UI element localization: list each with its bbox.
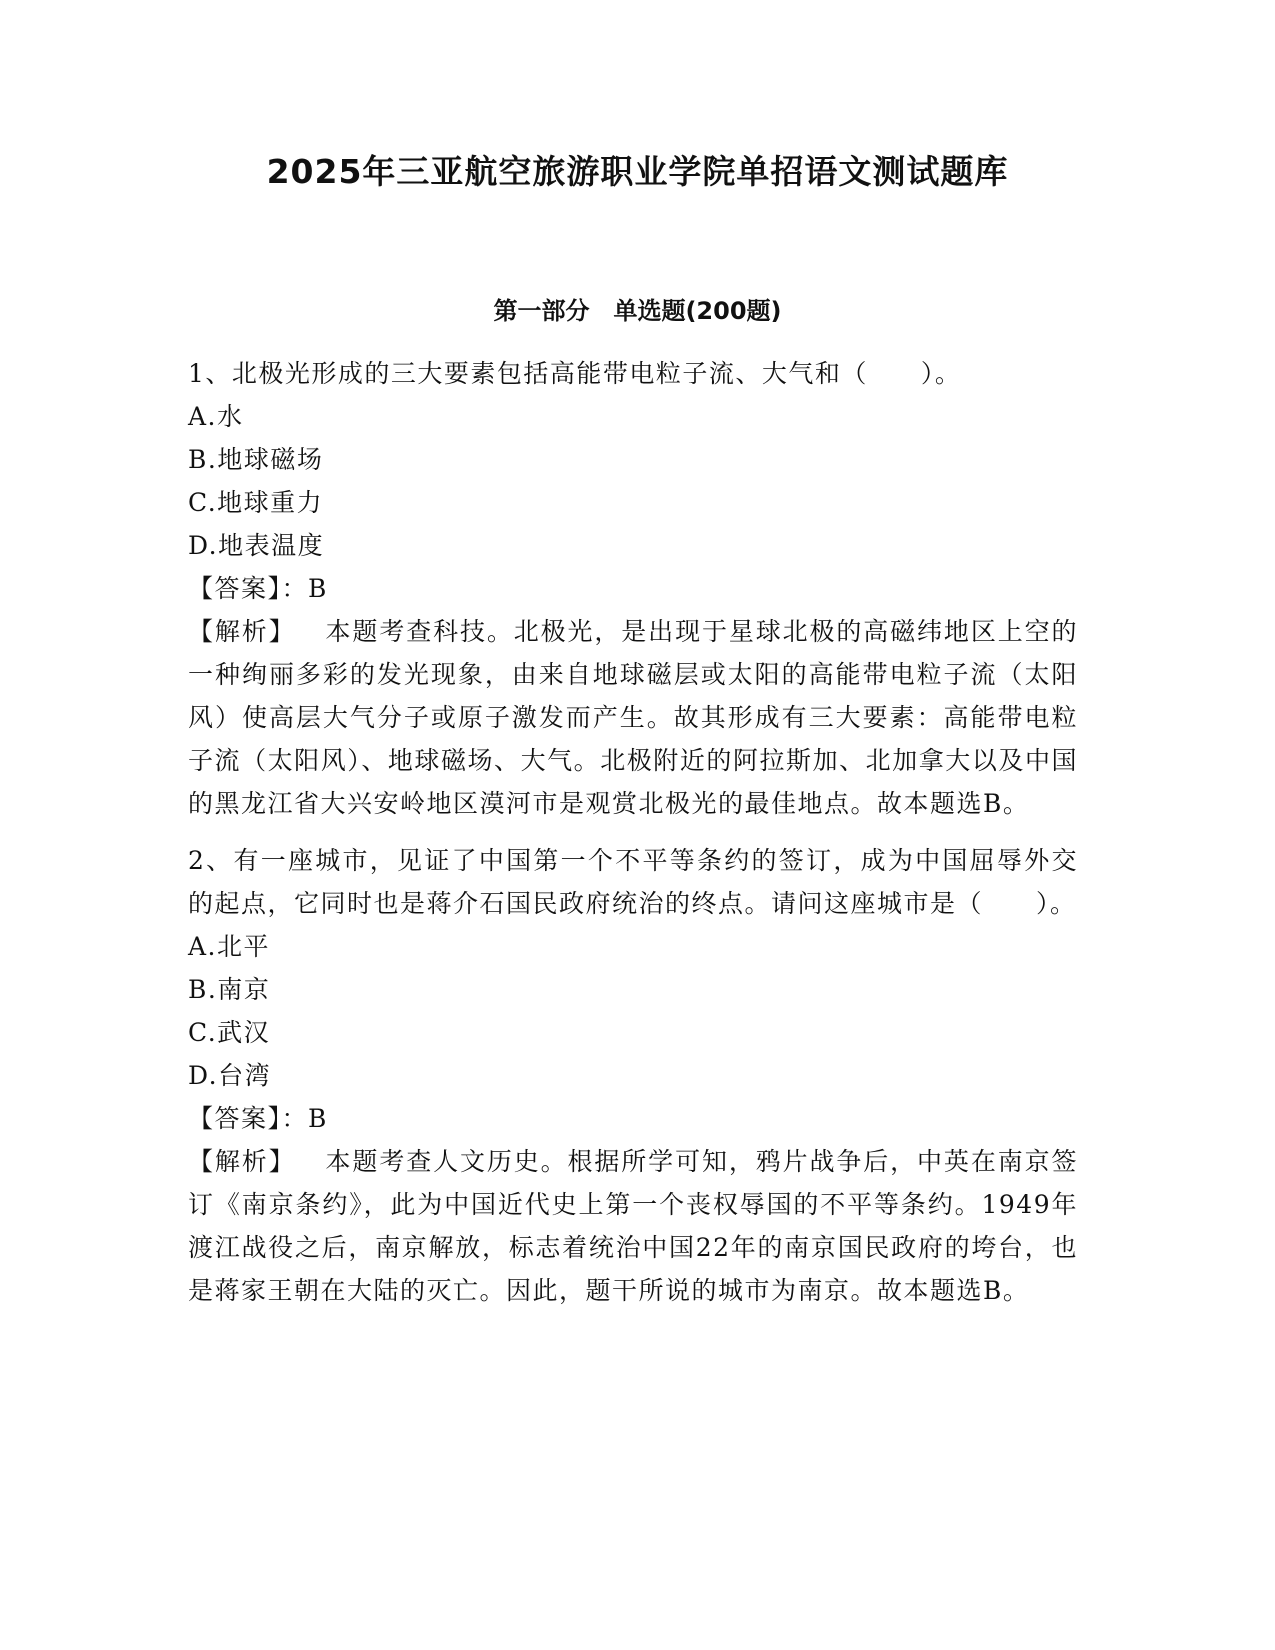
question-2 xyxy=(188,839,1078,1312)
analysis-body: 本题考查科技。北极光，是出现于星球北极的高磁纬地区上空的一种绚丽多彩的发光现象，由来自地球磁层或太阳的高能带电粒子流（太阳风）使高层大气分子或原子激发而产生。故其形成有三大要素：高能带电粒子流（太阳风）、地球磁场、大气。北极附近的阿拉斯加、北加拿大以及中国的黑龙江省大兴安岭地区漠河市是观赏北极光的最佳地点。故本题选B。 xyxy=(188,617,1078,818)
option-c: C.武汉 xyxy=(188,1018,271,1047)
answer-value: B xyxy=(308,574,328,603)
option-a: A.北平 xyxy=(188,932,271,961)
option-a: A.水 xyxy=(188,402,244,431)
document-title: 2025年三亚航空旅游职业学院单招语文测试题库 xyxy=(266,152,1009,191)
analysis-label: 【解析】 xyxy=(188,1147,296,1176)
question-stem: 1、北极光形成的三大要素包括高能带电粒子流、大气和（ ）。 xyxy=(188,359,962,388)
answer-label: 【答案】： xyxy=(188,1104,309,1133)
question-list xyxy=(188,352,1078,1312)
analysis-text xyxy=(188,610,1078,825)
option-d: D.地表温度 xyxy=(188,531,325,560)
question-stem: 2、有一座城市，见证了中国第一个不平等条约的签订，成为中国屈辱外交的起点，它同时也是蒋介石国民政府统治的终点。请问这座城市是（ ）。 xyxy=(188,846,1078,918)
answer-line xyxy=(188,1097,1078,1140)
question-1 xyxy=(188,352,1078,825)
analysis-body: 本题考查人文历史。根据所学可知，鸦片战争后，中英在南京签订《南京条约》，此为中国近代史上第一个丧权辱国的不平等条约。1949年渡江战役之后，南京解放，标志着统治中国22年的南京国民政府的垮台，也是蒋家王朝在大陆的灭亡。因此，题干所说的城市为南京。故本题选B。 xyxy=(188,1147,1078,1305)
answer-value: B xyxy=(308,1104,328,1133)
option-b: B.地球磁场 xyxy=(188,445,324,474)
answer-label: 【答案】： xyxy=(188,574,309,603)
option-d: D.台湾 xyxy=(188,1061,272,1090)
section-title: 第一部分 单选题(200题) xyxy=(493,297,782,325)
option-b: B.南京 xyxy=(188,975,271,1004)
option-c: C.地球重力 xyxy=(188,488,324,517)
analysis-text xyxy=(188,1140,1078,1312)
analysis-label: 【解析】 xyxy=(188,617,296,646)
answer-line xyxy=(188,567,1078,610)
